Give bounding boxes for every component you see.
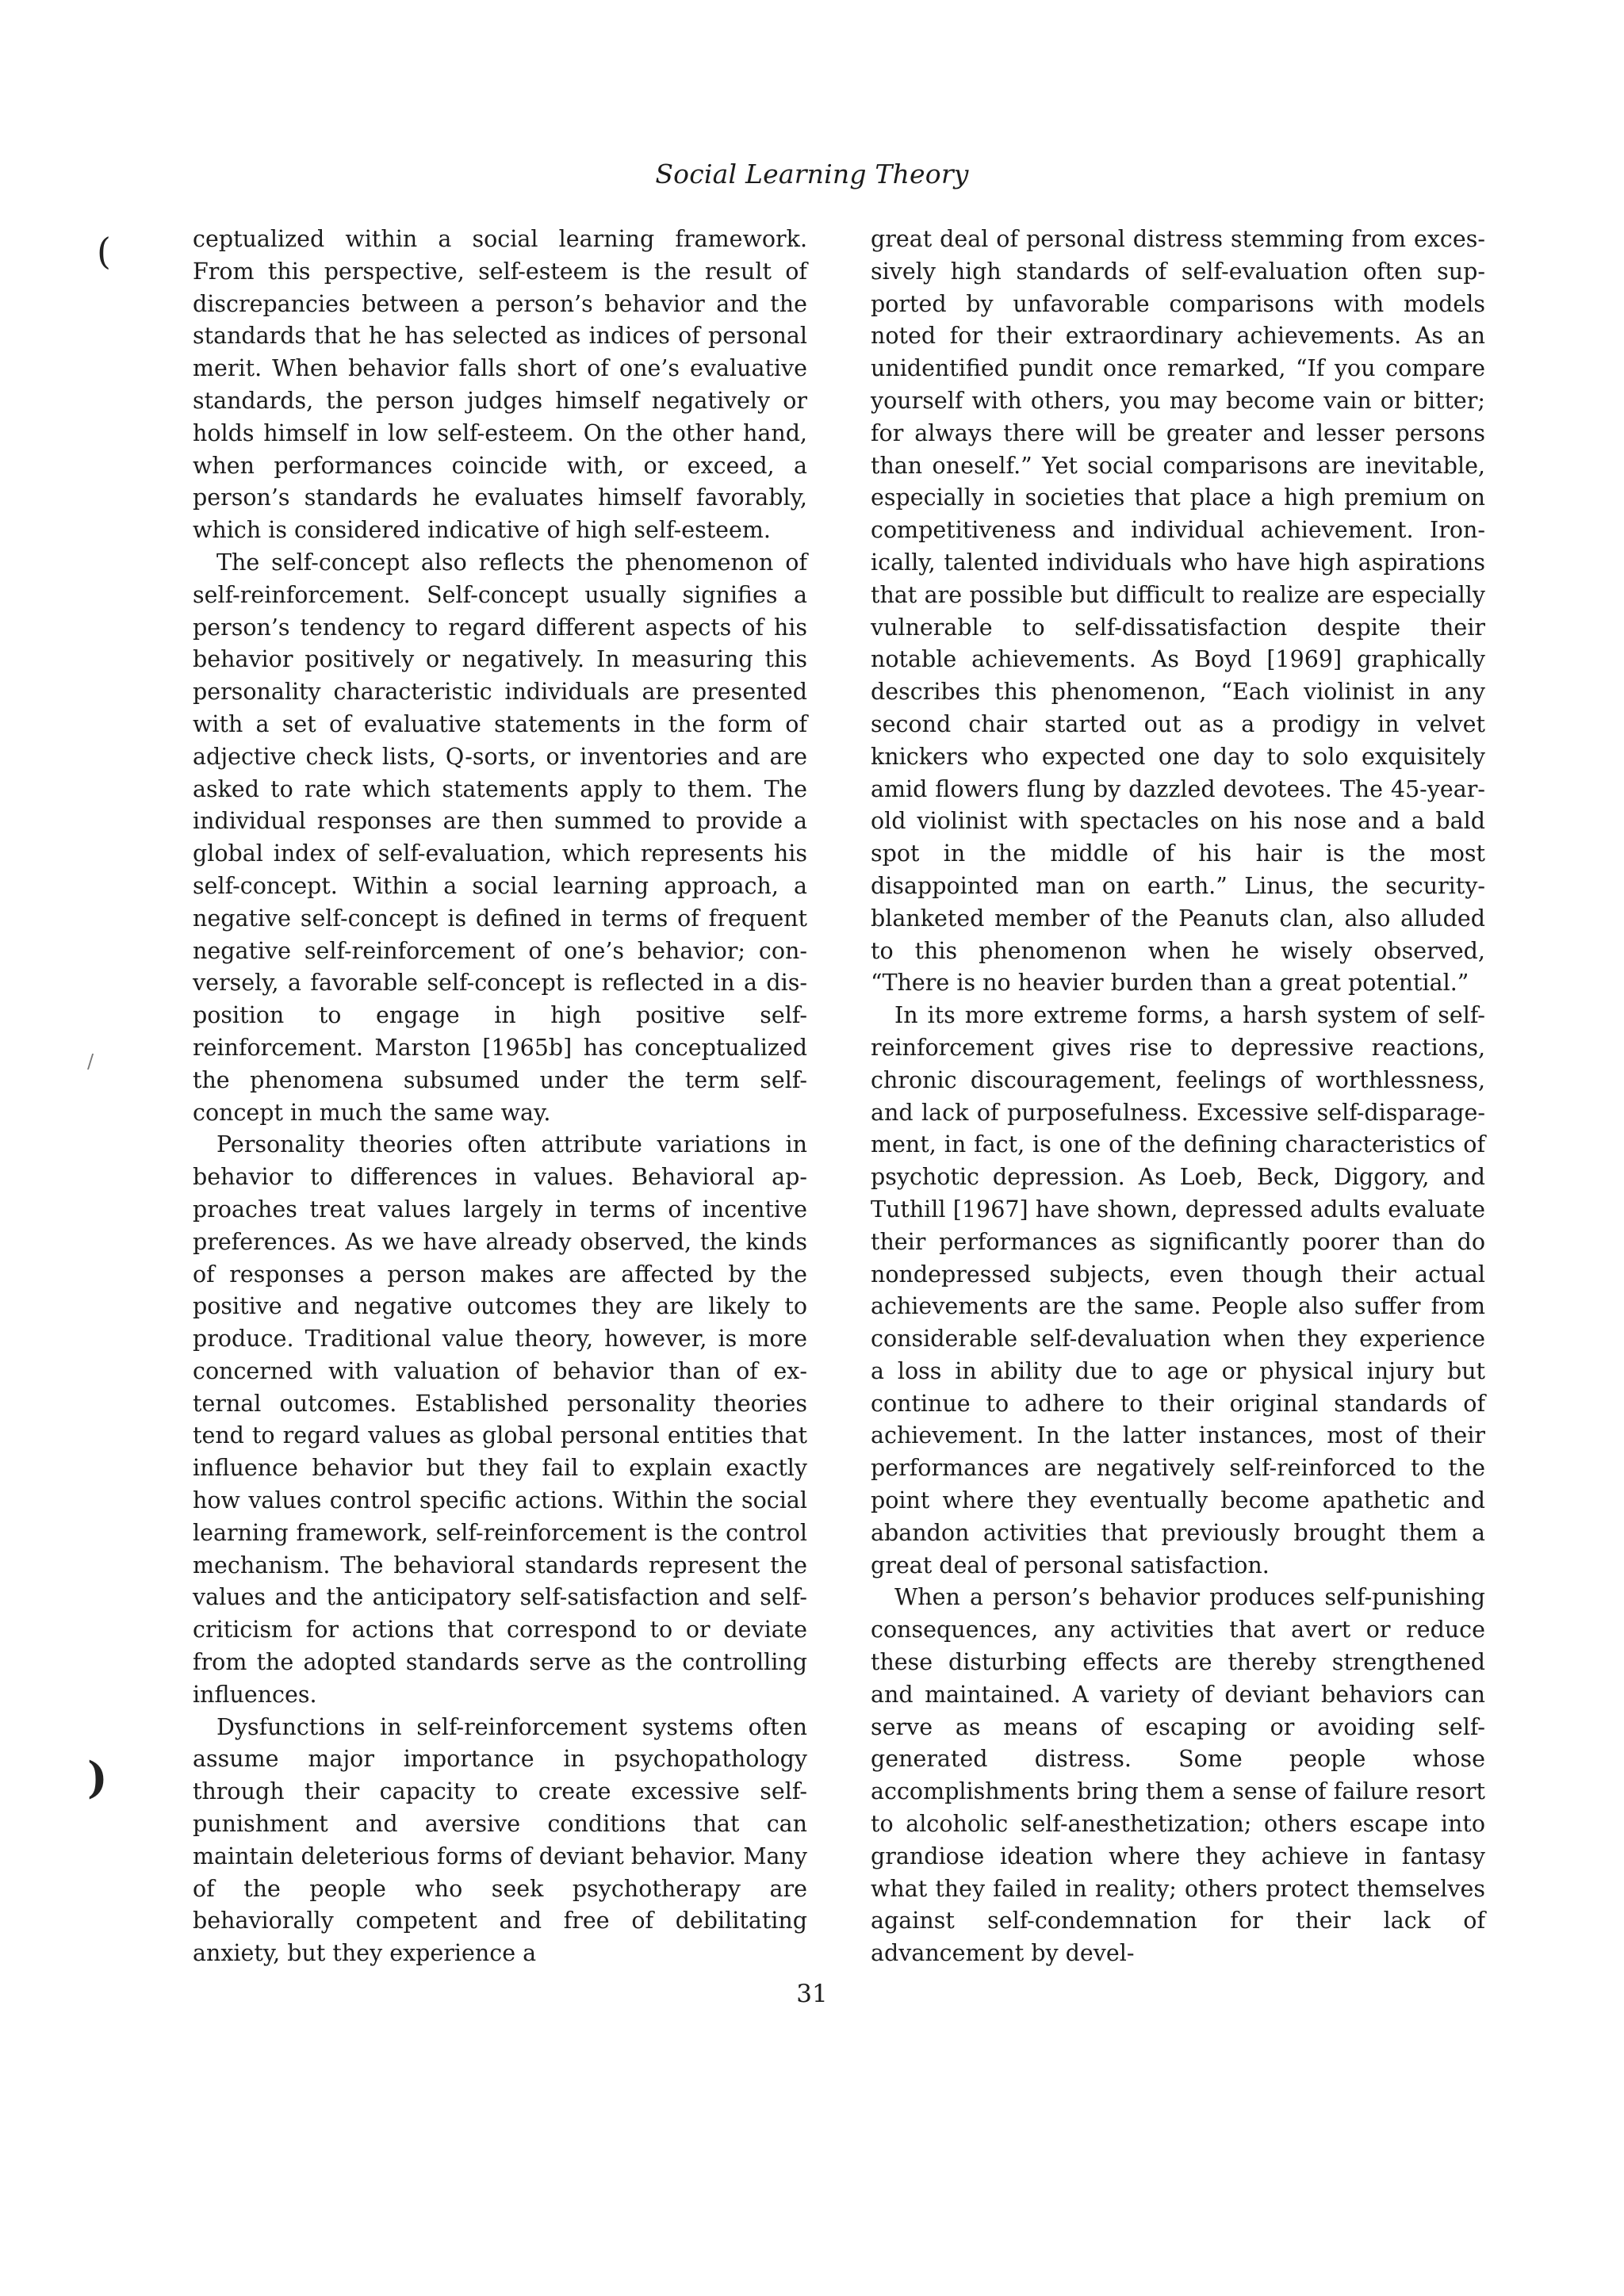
- right-paragraph-1: great deal of personal distress stemming from excessively high standards of self-evaluation often supported by unfavorable comparisons with models noted for their extraordinary achievements. As an unidentified pundit once remarked, “If you compare yourself with others, you may become vain or bitter; for always there will be greater and lesser persons than oneself.” Yet social comparisons are inevitable, especially in societies that place a high premium on competitiveness and individual achievement. Ironically, talented individuals who have high aspirations that are possible but difficult to realize are especially vulnerable to self-dissatisfaction despite their notable achievements. As Boyd [1969] graphically describes this phenomenon, “Each violinist in any second chair started out as a prodigy in velvet knickers who expected one day to solo exquisitely amid flowers flung by dazzled devotees. The 45-year-old violinist with spectacles on his nose and a bald spot in the middle of his hair is the most disappointed man on earth.” Linus, the security-blanketed member of the Peanuts clan, also alluded to this phenomenon when he wisely observed, “There is no heavier burden than a great potential.”: [871, 226, 1485, 997]
- left-paragraph-4: Dysfunctions in self-reinforcement systems often assume major importance in psychopathology through their capacity to create excessive self-punishment and aversive conditions that can maintain deleterious forms of deviant behavior. Many of the people who seek psychotherapy are behaviorally competent and free of debilitating anxiety, but they experience a: [193, 1713, 807, 1967]
- page-number: 31: [796, 1980, 828, 2008]
- running-head: Social Learning Theory: [655, 159, 969, 189]
- left-paragraph-3: Personality theories often attribute variations in behavior to differences in values. Behavioral approaches treat values largely in terms of incentive preferences. As we have already observed, the kinds of responses a person makes are affected by the positive and negative outcomes they are likely to produce. Traditional value theory, however, is more concerned with valuation of behavior than of external outcomes. Established personality theories tend to regard values as global personal entities that influence behavior but they fail to explain exactly how values control specific actions. Within the social learning framework, self-reinforcement is the control mechanism. The behavioral standards represent the values and the anticipatory self-satisfaction and self-criticism for actions that correspond to or deviate from the adopted standards serve as the controlling influences.: [193, 1131, 807, 1708]
- left-column: [193, 224, 807, 1970]
- margin-bracket-mark: (: [97, 230, 111, 273]
- margin-pencil-tick: /: [87, 1050, 94, 1073]
- right-paragraph-2: In its more extreme forms, a harsh system of self-reinforcement gives rise to depressive reactions, chronic discouragement, feelings of worthlessness, and lack of purposefulness. Excessive self-disparagement, in fact, is one of the defining characteristics of psychotic depression. As Loeb, Beck, Diggory, and Tuthill [1967] have shown, depressed adults evaluate their performances as significantly poorer than do nondepressed subjects, even though their actual achievements are the same. People also suffer from considerable self-devaluation when they experience a loss in ability due to age or physical injury but continue to adhere to their original standards of achievement. In the latter instances, most of their performances are negatively self-reinforced to the point where they eventually become apathetic and abandon activities that previously brought them a great deal of personal satisfaction.: [871, 1002, 1485, 1578]
- right-paragraph-3: When a person’s behavior produces self-punishing consequences, any activities that avert or reduce these disturbing effects are thereby strengthened and maintained. A variety of deviant behaviors can serve as means of escaping or avoiding self-generated distress. Some people whose accomplishments bring them a sense of failure resort to alcoholic self-anesthetization; others escape into grandiose ideation where they achieve in fantasy what they failed in reality; others protect themselves against self-condemnation for their lack of advancement by devel-: [871, 1584, 1485, 1967]
- left-paragraph-1: ceptualized within a social learning framework. From this perspective, self-esteem is the result of discrepancies between a person’s behavior and the standards that he has selected as indices of personal merit. When behavior falls short of one’s evaluative standards, the person judges himself negatively or holds himself in low self-esteem. On the other hand, when performances coincide with, or exceed, a person’s standards he evaluates himself favorably, which is considered indicative of high self-esteem.: [193, 226, 807, 544]
- margin-binder-mark: ): [87, 1752, 108, 1803]
- right-column: [871, 224, 1485, 1970]
- left-paragraph-2: The self-concept also reflects the phenomenon of self-reinforcement. Self-concept usually signifies a person’s tendency to regard different aspects of his behavior positively or negatively. In measuring this personality characteristic individuals are presented with a set of evaluative statements in the form of adjective check lists, Q-sorts, or inventories and are asked to rate which statements apply to them. The individual responses are then summed to provide a global index of self-evaluation, which represents his self-concept. Within a social learning approach, a negative self-concept is defined in terms of frequent negative self-reinforcement of one’s behavior; conversely, a favorable self-concept is reflected in a disposition to engage in high positive self-reinforcement. Marston [1965b] has conceptualized the phenomena subsumed under the term self-concept in much the same way.: [193, 549, 807, 1126]
